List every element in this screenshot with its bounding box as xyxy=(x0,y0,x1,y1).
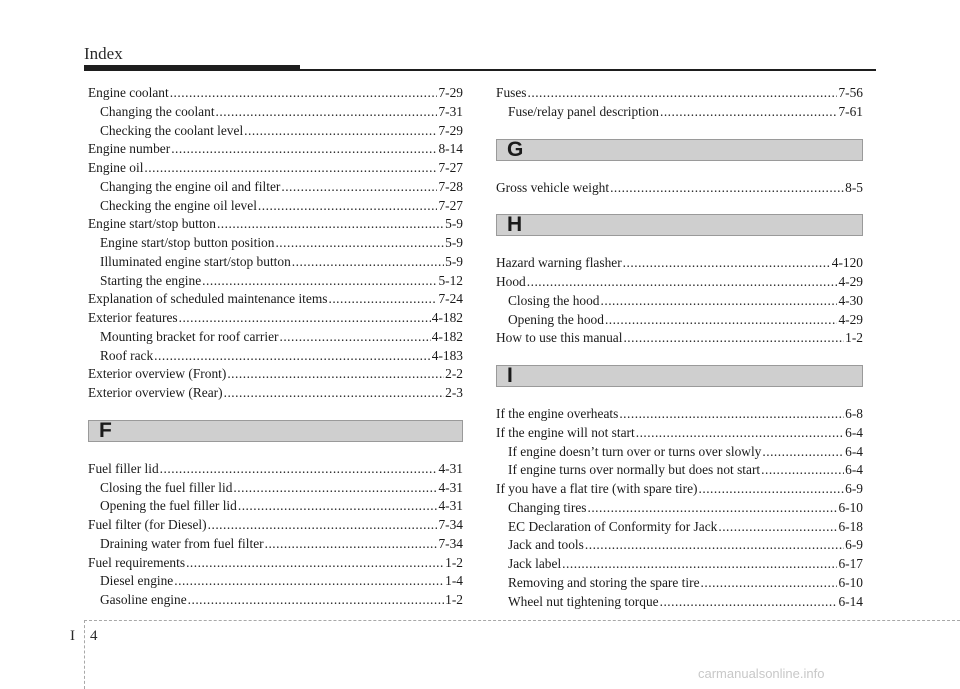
entry-label: If engine doesn’t turn over or turns over slowly xyxy=(508,443,762,459)
index-entry xyxy=(496,179,863,198)
dot-leader xyxy=(244,122,437,141)
index-subentry xyxy=(88,535,463,554)
dot-leader xyxy=(636,424,844,443)
index-entry xyxy=(88,365,463,384)
index-subentry xyxy=(88,272,463,291)
dot-leader xyxy=(528,84,838,103)
dot-leader xyxy=(179,309,431,328)
entry-page-ref: 4-120 xyxy=(831,255,863,271)
entry-page-ref: 5-9 xyxy=(445,216,463,232)
entry-page-ref: 6-9 xyxy=(845,537,863,553)
entry-label: If engine turns over normally but does not start xyxy=(508,462,761,478)
entry-label: Removing and storing the spare tire xyxy=(508,574,700,590)
footer-page-number: 4 xyxy=(90,628,98,644)
dot-leader xyxy=(623,254,831,273)
entry-page-ref: 7-27 xyxy=(438,197,463,213)
dot-leader xyxy=(202,272,437,291)
dot-leader xyxy=(227,365,444,384)
index-subentry xyxy=(88,572,463,591)
index-group-e xyxy=(88,84,463,403)
entry-label: Jack label xyxy=(508,556,562,571)
dot-leader xyxy=(238,497,438,516)
index-column-right xyxy=(496,84,863,611)
entry-label: Exterior overview (Front) xyxy=(88,366,227,382)
index-entry xyxy=(88,290,463,309)
index-subentry xyxy=(88,479,463,498)
entry-page-ref: 7-27 xyxy=(438,160,463,175)
entry-label: Starting the engine xyxy=(100,272,202,288)
index-subentry xyxy=(88,591,463,610)
entry-label: Illuminated engine start/stop button xyxy=(100,253,291,269)
entry-label: If you have a flat tire (with spare tire) xyxy=(496,481,698,496)
entry-label: Exterior overview (Rear) xyxy=(88,385,223,400)
dot-leader xyxy=(188,591,445,610)
index-entry xyxy=(496,254,863,273)
entry-page-ref: 7-28 xyxy=(438,178,463,194)
entry-label: Hazard warning flasher xyxy=(496,255,622,271)
entry-page-ref: 7-61 xyxy=(838,103,863,119)
index-subentry xyxy=(496,555,863,574)
entry-page-ref: 6-10 xyxy=(838,574,863,590)
entry-label: Fuel requirements xyxy=(88,554,186,570)
entry-label: Opening the hood xyxy=(508,311,604,327)
index-group-f xyxy=(88,460,463,610)
entry-label: Draining water from fuel filter xyxy=(100,535,264,551)
index-subentry xyxy=(88,234,463,253)
entry-page-ref: 5-12 xyxy=(438,272,463,288)
entry-label: Gross vehicle weight xyxy=(496,179,610,195)
entry-page-ref: 7-29 xyxy=(438,122,463,138)
entry-label: Engine coolant xyxy=(88,85,169,100)
entry-page-ref: 4-182 xyxy=(431,328,463,344)
entry-page-ref: 7-34 xyxy=(438,535,463,551)
entry-label: Hood xyxy=(496,274,526,289)
index-entry xyxy=(496,329,863,348)
dot-leader xyxy=(208,516,438,535)
watermark: carmanualsonline.info xyxy=(698,666,825,681)
page-title: Index xyxy=(84,44,123,63)
index-subentry xyxy=(496,311,863,330)
index-entry xyxy=(88,384,463,403)
index-subentry xyxy=(88,178,463,197)
index-group-h xyxy=(496,254,863,348)
entry-page-ref: 7-56 xyxy=(838,85,863,100)
entry-label: Roof rack xyxy=(100,347,154,363)
dot-leader xyxy=(562,555,837,574)
entry-label: Fuel filter (for Diesel) xyxy=(88,517,207,532)
dot-leader xyxy=(718,518,837,537)
entry-page-ref: 8-14 xyxy=(438,141,463,157)
entry-label: Closing the fuel filler lid xyxy=(100,479,233,495)
entry-label: Opening the fuel filler lid xyxy=(100,498,237,514)
dot-leader xyxy=(144,159,437,178)
dot-leader xyxy=(762,443,844,462)
entry-page-ref: 1-4 xyxy=(445,573,463,589)
entry-page-ref: 4-29 xyxy=(838,274,863,289)
entry-page-ref: 6-4 xyxy=(845,443,863,459)
index-entry xyxy=(496,84,863,103)
entry-page-ref: 2-3 xyxy=(445,385,463,400)
dot-leader xyxy=(160,460,438,479)
entry-label: Diesel engine xyxy=(100,573,174,589)
entry-page-ref: 2-2 xyxy=(445,366,463,382)
index-entry xyxy=(88,516,463,535)
index-subentry xyxy=(88,103,463,122)
index-column-left xyxy=(88,84,463,610)
entry-label: Changing tires xyxy=(508,499,587,515)
entry-page-ref: 8-5 xyxy=(845,179,863,195)
entry-page-ref: 6-10 xyxy=(838,499,863,515)
header-rule-thin xyxy=(84,69,876,71)
section-letter-i: I xyxy=(507,364,513,387)
index-entry xyxy=(88,140,463,159)
entry-page-ref: 7-24 xyxy=(438,291,463,307)
dot-leader xyxy=(292,253,444,272)
entry-label: If the engine will not start xyxy=(496,424,635,440)
index-entry xyxy=(496,273,863,292)
entry-label: Engine start/stop button position xyxy=(100,235,275,250)
index-subentry xyxy=(496,574,863,593)
entry-label: Explanation of scheduled maintenance items xyxy=(88,291,328,307)
index-subentry xyxy=(496,499,863,518)
index-entry xyxy=(88,554,463,573)
index-subentry xyxy=(496,443,863,462)
index-subentry xyxy=(496,518,863,537)
entry-page-ref: 6-17 xyxy=(838,556,863,571)
entry-page-ref: 5-9 xyxy=(445,253,463,269)
index-entry xyxy=(88,215,463,234)
index-group-i xyxy=(496,405,863,611)
entry-label: Mounting bracket for roof carrier xyxy=(100,328,279,344)
dot-leader xyxy=(623,329,844,348)
dot-leader xyxy=(275,234,444,253)
dot-leader xyxy=(186,554,444,573)
index-subentry xyxy=(88,253,463,272)
entry-page-ref: 6-14 xyxy=(838,593,863,609)
dot-leader xyxy=(701,574,838,593)
dot-leader xyxy=(660,593,838,612)
dot-leader xyxy=(585,536,844,555)
entry-label: Wheel nut tightening torque xyxy=(508,593,659,609)
section-letter-bar-h xyxy=(496,214,863,236)
index-entry xyxy=(496,480,863,499)
dot-leader xyxy=(233,479,437,498)
entry-page-ref: 7-34 xyxy=(438,517,463,532)
dot-leader xyxy=(224,384,445,403)
entry-label: If the engine overheats xyxy=(496,406,619,421)
dot-leader xyxy=(174,572,444,591)
entry-label: EC Declaration of Conformity for Jack xyxy=(508,518,718,534)
entry-label: Engine oil xyxy=(88,160,144,175)
entry-page-ref: 6-4 xyxy=(845,462,863,478)
entry-page-ref: 5-9 xyxy=(445,235,463,250)
entry-page-ref: 6-8 xyxy=(845,406,863,421)
index-entry xyxy=(496,405,863,424)
entry-label: Closing the hood xyxy=(508,292,600,308)
index-group-g xyxy=(496,179,863,198)
entry-page-ref: 1-2 xyxy=(445,554,463,570)
dot-leader xyxy=(699,480,845,499)
index-subentry xyxy=(496,292,863,311)
entry-label: Jack and tools xyxy=(508,537,584,553)
dot-leader xyxy=(258,197,438,216)
entry-page-ref: 4-31 xyxy=(438,479,463,495)
entry-page-ref: 4-31 xyxy=(438,498,463,514)
entry-label: Fuse/relay panel description xyxy=(508,103,659,119)
dot-leader xyxy=(170,84,438,103)
dot-leader xyxy=(279,328,430,347)
index-entry xyxy=(88,460,463,479)
dot-leader xyxy=(610,179,844,198)
entry-label: Changing the engine oil and filter xyxy=(100,178,281,194)
entry-page-ref: 1-2 xyxy=(845,330,863,346)
dot-leader xyxy=(265,535,438,554)
entry-page-ref: 4-30 xyxy=(838,292,863,308)
entry-label: Checking the coolant level xyxy=(100,122,244,138)
section-letter-bar-f xyxy=(88,420,463,442)
dot-leader xyxy=(154,347,431,366)
entry-page-ref: 6-4 xyxy=(845,424,863,440)
dot-leader xyxy=(619,405,844,424)
index-group-f-continued xyxy=(496,84,863,122)
entry-page-ref: 6-18 xyxy=(838,518,863,534)
footer-vertical-divider xyxy=(84,620,85,689)
index-subentry xyxy=(496,536,863,555)
index-subentry xyxy=(88,328,463,347)
entry-page-ref: 1-2 xyxy=(445,592,463,607)
dot-leader xyxy=(761,461,844,480)
entry-label: Exterior features xyxy=(88,310,178,325)
entry-label: Changing the coolant xyxy=(100,103,215,119)
section-letter-h: H xyxy=(507,213,523,237)
entry-page-ref: 4-182 xyxy=(431,310,463,325)
entry-label: Fuses xyxy=(496,85,527,100)
dot-leader xyxy=(328,290,437,309)
index-subentry xyxy=(88,122,463,141)
section-letter-bar-g xyxy=(496,139,863,161)
index-entry xyxy=(88,309,463,328)
index-subentry xyxy=(496,593,863,612)
entry-page-ref: 4-183 xyxy=(431,347,463,363)
index-subentry xyxy=(496,461,863,480)
footer-divider xyxy=(84,620,960,621)
index-entry xyxy=(496,424,863,443)
index-entry xyxy=(88,159,463,178)
entry-label: Gasoline engine xyxy=(100,592,187,607)
entry-label: Engine start/stop button xyxy=(88,216,216,232)
index-subentry xyxy=(88,347,463,366)
index-subentry xyxy=(88,197,463,216)
dot-leader xyxy=(171,140,437,159)
section-letter-g: G xyxy=(507,137,524,161)
entry-label: Fuel filler lid xyxy=(88,460,159,476)
entry-label: How to use this manual xyxy=(496,330,623,346)
index-subentry xyxy=(496,103,863,122)
index-entry xyxy=(88,84,463,103)
dot-leader xyxy=(281,178,437,197)
entry-page-ref: 6-9 xyxy=(845,481,863,496)
entry-label: Checking the engine oil level xyxy=(100,197,257,213)
index-subentry xyxy=(88,497,463,516)
footer-section-letter: I xyxy=(70,628,75,644)
entry-page-ref: 7-29 xyxy=(438,85,463,100)
section-letter-bar-i xyxy=(496,365,863,387)
dot-leader xyxy=(660,103,837,122)
dot-leader xyxy=(605,311,838,330)
dot-leader xyxy=(216,103,438,122)
dot-leader xyxy=(217,215,444,234)
dot-leader xyxy=(587,499,837,518)
dot-leader xyxy=(601,292,838,311)
entry-page-ref: 4-31 xyxy=(438,460,463,476)
dot-leader xyxy=(527,273,838,292)
section-letter-f: F xyxy=(99,418,112,442)
entry-label: Engine number xyxy=(88,141,171,157)
entry-page-ref: 4-29 xyxy=(838,311,863,327)
entry-page-ref: 7-31 xyxy=(438,103,463,119)
